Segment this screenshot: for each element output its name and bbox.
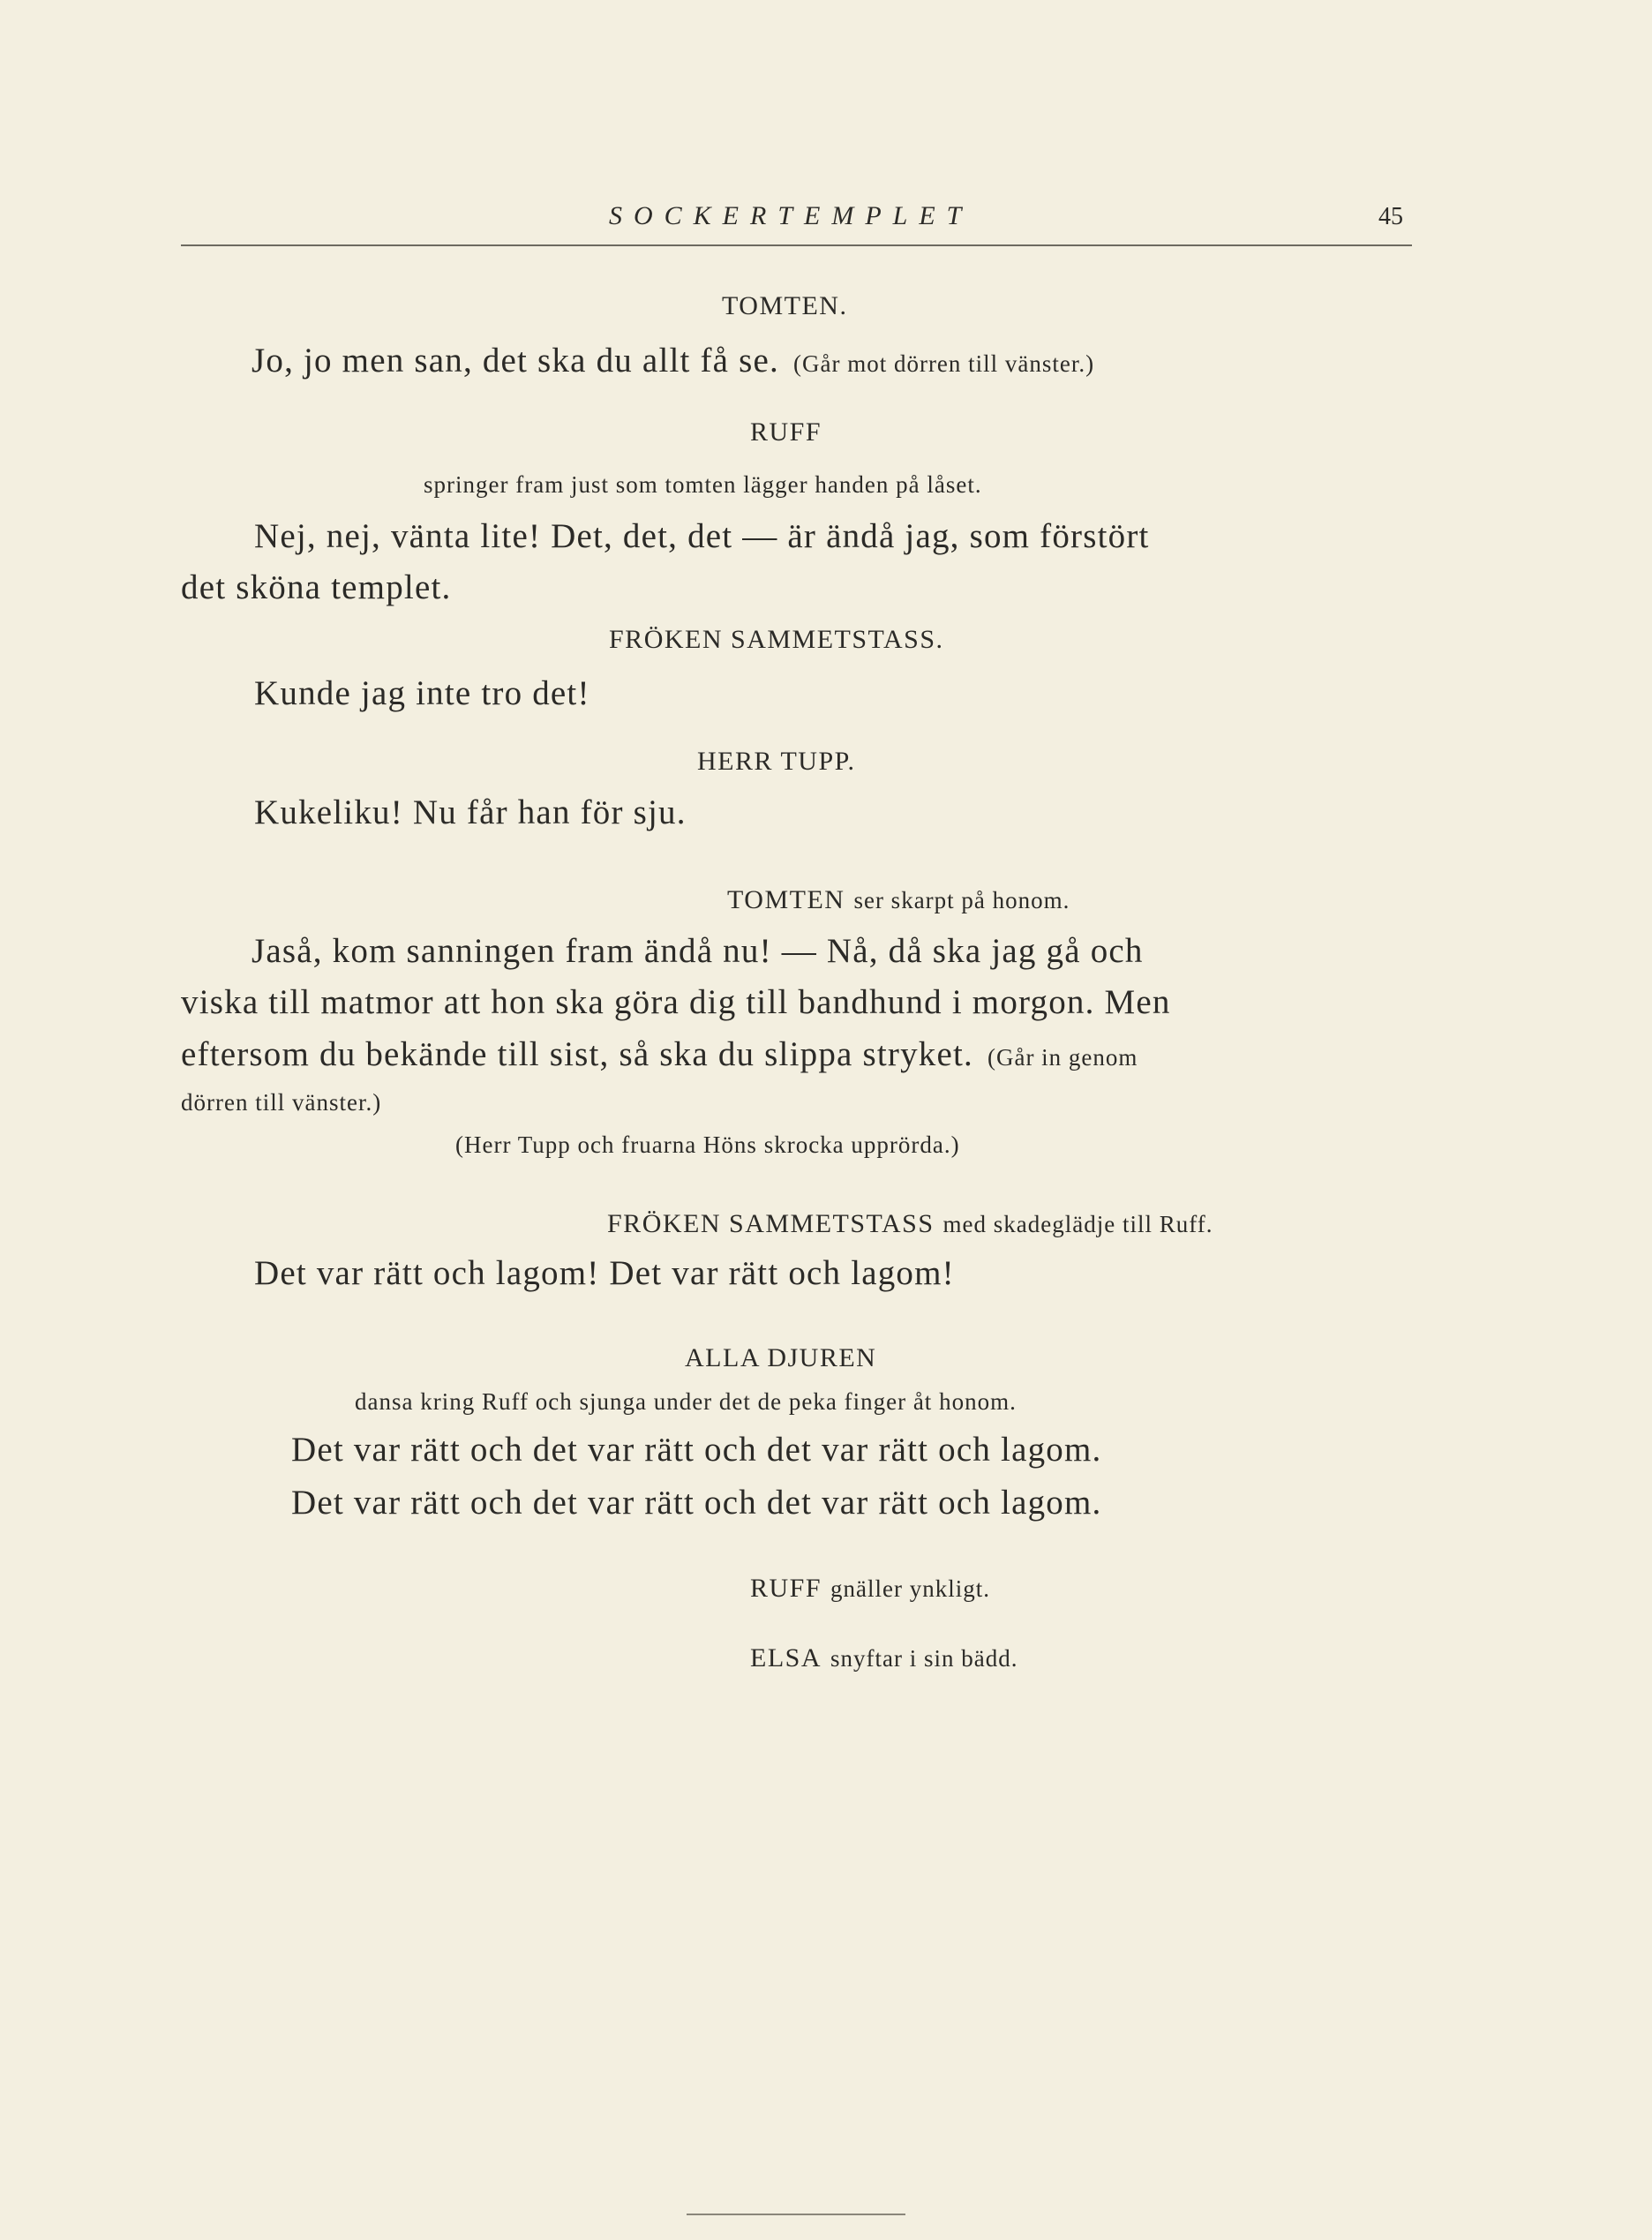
- speaker-alla-djuren: ALLA DJUREN: [685, 1343, 877, 1372]
- speaker-ruff: RUFF: [750, 417, 822, 447]
- speaker-name: TOMTEN: [727, 885, 845, 914]
- stage-direction: springer fram just som tomten lägger handen på låset.: [424, 471, 982, 498]
- speaker-ruff: [750, 1574, 990, 1604]
- stage-direction: med skadeglädje till Ruff.: [942, 1211, 1213, 1237]
- speaker-elsa: [750, 1643, 1017, 1673]
- song-line: Det var rätt och det var rätt och det var rätt och lagom.: [291, 1484, 1102, 1522]
- dialogue-line: Kukeliku! Nu får han för sju.: [254, 793, 687, 831]
- speaker-herr-tupp: HERR TUPP.: [697, 747, 856, 776]
- dialogue-line: Jaså, kom sanningen fram ändå nu! — Nå, då ska jag gå och: [252, 932, 1144, 970]
- speaker-tomten: TOMTEN.: [722, 291, 848, 320]
- song-line: Det var rätt och det var rätt och det var rätt och lagom.: [291, 1431, 1102, 1469]
- dialogue-line: viska till matmor att hon ska göra dig till bandhund i morgon. Men: [181, 983, 1171, 1021]
- dialogue-line: det sköna templet.: [181, 568, 452, 606]
- dialogue-line: [181, 1034, 1138, 1074]
- dialogue-line: Det var rätt och lagom! Det var rätt och lagom!: [254, 1254, 955, 1292]
- dialogue-line: Nej, nej, vänta lite! Det, det, det — är ändå jag, som förstört: [254, 517, 1150, 555]
- speaker-name: ELSA: [750, 1643, 822, 1672]
- stage-direction: dansa kring Ruff och sjunga under det de peka finger åt honom.: [355, 1388, 1017, 1415]
- speaker-tomten: [727, 885, 1070, 915]
- speaker-froken-sammetstass: [607, 1209, 1213, 1239]
- stage-direction: (Går in genom: [987, 1044, 1138, 1071]
- dialogue-line: Kunde jag inte tro det!: [254, 674, 590, 712]
- stage-direction: (Går mot dörren till vänster.): [792, 350, 1095, 377]
- running-title: SOCKERTEMPLET: [609, 201, 973, 230]
- stage-direction: gnäller ynkligt.: [830, 1575, 991, 1602]
- speaker-name: RUFF: [750, 1574, 822, 1603]
- speaker-name: FRÖKEN SAMMETSTASS: [607, 1209, 935, 1238]
- end-rule: [687, 2214, 905, 2215]
- page-number: 45: [1378, 203, 1403, 230]
- stage-direction: dörren till vänster.): [181, 1089, 382, 1116]
- header-rule: [181, 244, 1412, 246]
- stage-direction: snyftar i sin bädd.: [830, 1645, 1018, 1672]
- speaker-froken-sammetstass: FRÖKEN SAMMETSTASS.: [609, 625, 944, 654]
- dialogue-text: Jo, jo men san, det ska du allt få se.: [252, 342, 779, 380]
- dialogue-line: [252, 341, 1094, 380]
- dialogue-text: eftersom du bekände till sist, så ska du slippa stryket.: [181, 1035, 973, 1073]
- stage-direction: ser skarpt på honom.: [853, 887, 1070, 913]
- stage-direction: (Herr Tupp och fruarna Höns skrocka upprörda.): [455, 1131, 960, 1158]
